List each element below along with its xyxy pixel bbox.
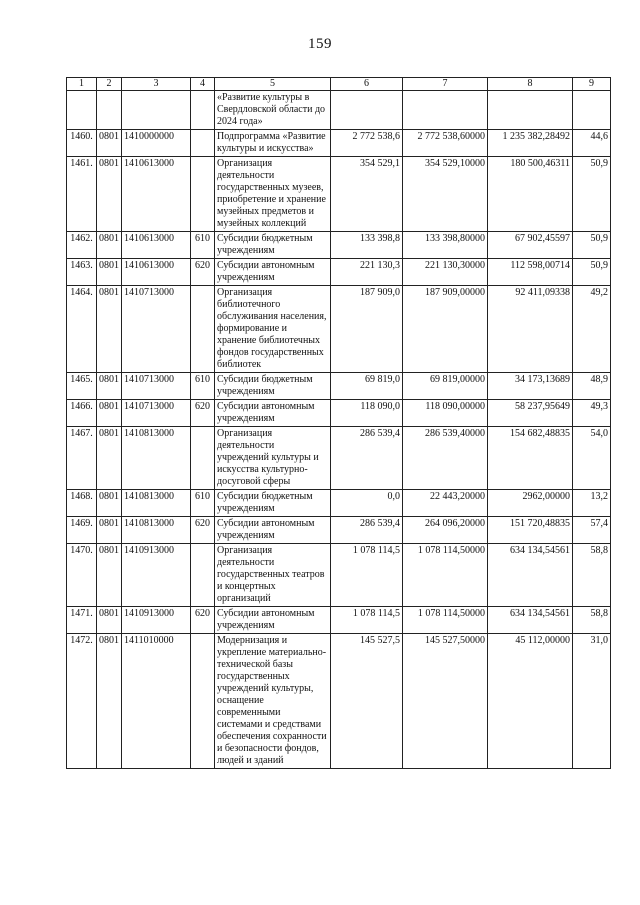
- table-row: [67, 91, 611, 130]
- execution-percent: 50,9: [573, 232, 611, 259]
- column-header-2: 2: [97, 78, 122, 91]
- row-number: 1467.: [67, 427, 97, 490]
- executed-amount: 180 500,46311: [488, 157, 573, 232]
- executed-amount: 154 682,48835: [488, 427, 573, 490]
- executed-amount: 34 173,13689: [488, 373, 573, 400]
- item-name: Организация деятельности государственных театров и концертных организаций: [215, 544, 331, 607]
- refined-amount: 1 078 114,50000: [403, 607, 488, 634]
- table-row: [67, 427, 611, 490]
- section-code: 0801: [97, 544, 122, 607]
- item-name: Организация библиотечного обслуживания населения, формирование и хранение библиотечных фондов государственных библиотек: [215, 286, 331, 373]
- item-name: Организация деятельности государственных музеев, приобретение и хранение музейных предметов и музейных коллекций: [215, 157, 331, 232]
- row-number: 1464.: [67, 286, 97, 373]
- column-header-9: 9: [573, 78, 611, 91]
- planned-amount: 187 909,0: [331, 286, 403, 373]
- refined-amount: 145 527,50000: [403, 634, 488, 769]
- execution-percent: 44,6: [573, 130, 611, 157]
- table-row: [67, 607, 611, 634]
- item-name: Организация деятельности учреждений культуры и искусства культурно-досуговой сферы: [215, 427, 331, 490]
- executed-amount: 1 235 382,28492: [488, 130, 573, 157]
- target-article-code: 1410613000: [122, 157, 191, 232]
- table-row: [67, 286, 611, 373]
- planned-amount: 145 527,5: [331, 634, 403, 769]
- table-row: [67, 490, 611, 517]
- row-number: [67, 91, 97, 130]
- column-header-5: 5: [215, 78, 331, 91]
- page-number: 159: [308, 36, 332, 52]
- executed-amount: 92 411,09338: [488, 286, 573, 373]
- section-code: 0801: [97, 517, 122, 544]
- planned-amount: 69 819,0: [331, 373, 403, 400]
- refined-amount: 221 130,30000: [403, 259, 488, 286]
- row-number: 1461.: [67, 157, 97, 232]
- table-row: [67, 232, 611, 259]
- execution-percent: 57,4: [573, 517, 611, 544]
- target-article-code: 1410913000: [122, 607, 191, 634]
- execution-percent: 49,3: [573, 400, 611, 427]
- budget-table: [66, 77, 611, 769]
- expense-type-code: 610: [191, 373, 215, 400]
- target-article-code: 1410713000: [122, 400, 191, 427]
- expense-type-code: [191, 157, 215, 232]
- target-article-code: 1410813000: [122, 427, 191, 490]
- table-body: [67, 91, 611, 769]
- target-article-code: 1410713000: [122, 286, 191, 373]
- refined-amount: 187 909,00000: [403, 286, 488, 373]
- expense-type-code: 620: [191, 517, 215, 544]
- expense-type-code: [191, 634, 215, 769]
- planned-amount: 286 539,4: [331, 427, 403, 490]
- refined-amount: 22 443,20000: [403, 490, 488, 517]
- expense-type-code: [191, 130, 215, 157]
- column-header-1: 1: [67, 78, 97, 91]
- section-code: 0801: [97, 607, 122, 634]
- item-name: Субсидии автономным учреждениям: [215, 607, 331, 634]
- executed-amount: 2962,00000: [488, 490, 573, 517]
- target-article-code: 1410813000: [122, 517, 191, 544]
- header-row: [67, 78, 611, 91]
- section-code: 0801: [97, 373, 122, 400]
- refined-amount: 2 772 538,60000: [403, 130, 488, 157]
- executed-amount: [488, 91, 573, 130]
- expense-type-code: 610: [191, 490, 215, 517]
- row-number: 1460.: [67, 130, 97, 157]
- executed-amount: 151 720,48835: [488, 517, 573, 544]
- planned-amount: 118 090,0: [331, 400, 403, 427]
- target-article-code: 1410913000: [122, 544, 191, 607]
- refined-amount: 133 398,80000: [403, 232, 488, 259]
- target-article-code: [122, 91, 191, 130]
- section-code: 0801: [97, 490, 122, 517]
- expense-type-code: 620: [191, 259, 215, 286]
- planned-amount: [331, 91, 403, 130]
- refined-amount: 1 078 114,50000: [403, 544, 488, 607]
- target-article-code: 1410813000: [122, 490, 191, 517]
- target-article-code: 1410613000: [122, 232, 191, 259]
- expense-type-code: [191, 91, 215, 130]
- refined-amount: 264 096,20000: [403, 517, 488, 544]
- item-name: Субсидии бюджетным учреждениям: [215, 373, 331, 400]
- section-code: 0801: [97, 286, 122, 373]
- execution-percent: 50,9: [573, 157, 611, 232]
- item-name: Модернизация и укрепление материально-технической базы государственных учреждений культуры, оснащение современными системами и средствами обеспечения сохранности и безопасности фондов, людей и зданий: [215, 634, 331, 769]
- execution-percent: 13,2: [573, 490, 611, 517]
- expense-type-code: [191, 286, 215, 373]
- row-number: 1471.: [67, 607, 97, 634]
- execution-percent: [573, 91, 611, 130]
- executed-amount: 45 112,00000: [488, 634, 573, 769]
- section-code: 0801: [97, 634, 122, 769]
- row-number: 1465.: [67, 373, 97, 400]
- section-code: 0801: [97, 130, 122, 157]
- table-row: [67, 400, 611, 427]
- executed-amount: 67 902,45597: [488, 232, 573, 259]
- row-number: 1463.: [67, 259, 97, 286]
- planned-amount: 1 078 114,5: [331, 544, 403, 607]
- row-number: 1462.: [67, 232, 97, 259]
- item-name: Субсидии автономным учреждениям: [215, 517, 331, 544]
- refined-amount: 69 819,00000: [403, 373, 488, 400]
- execution-percent: 31,0: [573, 634, 611, 769]
- execution-percent: 58,8: [573, 544, 611, 607]
- executed-amount: 634 134,54561: [488, 544, 573, 607]
- row-number: 1472.: [67, 634, 97, 769]
- section-code: 0801: [97, 427, 122, 490]
- item-name: Подпрограмма «Развитие культуры и искусства»: [215, 130, 331, 157]
- table-row: [67, 634, 611, 769]
- execution-percent: 50,9: [573, 259, 611, 286]
- target-article-code: 1410713000: [122, 373, 191, 400]
- column-header-6: 6: [331, 78, 403, 91]
- execution-percent: 58,8: [573, 607, 611, 634]
- expense-type-code: 610: [191, 232, 215, 259]
- planned-amount: 354 529,1: [331, 157, 403, 232]
- table-row: [67, 373, 611, 400]
- item-name: Субсидии автономным учреждениям: [215, 400, 331, 427]
- section-code: [97, 91, 122, 130]
- column-header-8: 8: [488, 78, 573, 91]
- section-code: 0801: [97, 157, 122, 232]
- expense-type-code: [191, 544, 215, 607]
- refined-amount: 354 529,10000: [403, 157, 488, 232]
- section-code: 0801: [97, 259, 122, 286]
- item-name: «Развитие культуры в Свердловской области до 2024 года»: [215, 91, 331, 130]
- table-row: [67, 157, 611, 232]
- planned-amount: 1 078 114,5: [331, 607, 403, 634]
- section-code: 0801: [97, 400, 122, 427]
- expense-type-code: 620: [191, 400, 215, 427]
- execution-percent: 48,9: [573, 373, 611, 400]
- table-row: [67, 517, 611, 544]
- planned-amount: 286 539,4: [331, 517, 403, 544]
- section-code: 0801: [97, 232, 122, 259]
- expense-type-code: [191, 427, 215, 490]
- table-row: [67, 544, 611, 607]
- refined-amount: 118 090,00000: [403, 400, 488, 427]
- planned-amount: 133 398,8: [331, 232, 403, 259]
- planned-amount: 0,0: [331, 490, 403, 517]
- planned-amount: 221 130,3: [331, 259, 403, 286]
- target-article-code: 1411010000: [122, 634, 191, 769]
- executed-amount: 112 598,00714: [488, 259, 573, 286]
- target-article-code: 1410613000: [122, 259, 191, 286]
- row-number: 1469.: [67, 517, 97, 544]
- table-row: [67, 130, 611, 157]
- item-name: Субсидии автономным учреждениям: [215, 259, 331, 286]
- executed-amount: 58 237,95649: [488, 400, 573, 427]
- table-row: [67, 259, 611, 286]
- table-header: [67, 78, 611, 91]
- refined-amount: [403, 91, 488, 130]
- execution-percent: 49,2: [573, 286, 611, 373]
- row-number: 1466.: [67, 400, 97, 427]
- column-header-7: 7: [403, 78, 488, 91]
- executed-amount: 634 134,54561: [488, 607, 573, 634]
- column-header-3: 3: [122, 78, 191, 91]
- expense-type-code: 620: [191, 607, 215, 634]
- row-number: 1468.: [67, 490, 97, 517]
- item-name: Субсидии бюджетным учреждениям: [215, 232, 331, 259]
- item-name: Субсидии бюджетным учреждениям: [215, 490, 331, 517]
- refined-amount: 286 539,40000: [403, 427, 488, 490]
- execution-percent: 54,0: [573, 427, 611, 490]
- planned-amount: 2 772 538,6: [331, 130, 403, 157]
- target-article-code: 1410000000: [122, 130, 191, 157]
- column-header-4: 4: [191, 78, 215, 91]
- row-number: 1470.: [67, 544, 97, 607]
